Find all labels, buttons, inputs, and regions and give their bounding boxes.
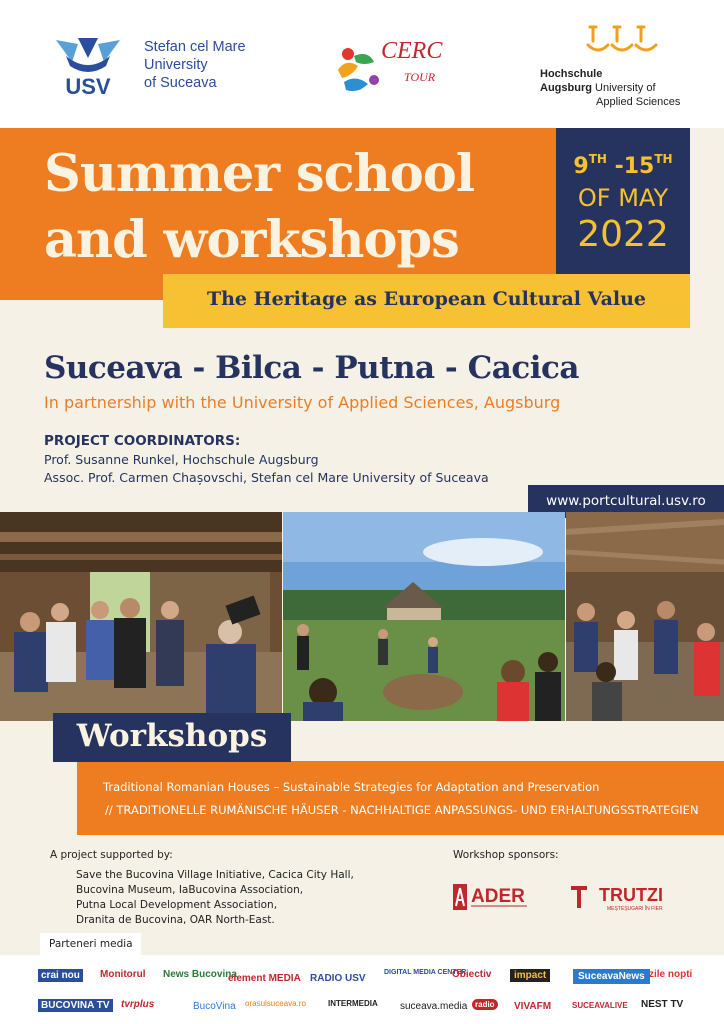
augsburg-logo-icon	[586, 25, 658, 59]
header	[0, 0, 724, 128]
media-partners-tab	[40, 933, 141, 955]
partnership-text: In partnership with the University of Applied Sciences, Augsburg	[44, 393, 561, 412]
workshop-title-de: // TRADITIONELLE RUMÄNISCHE HÄUSER - NACHHALTIGE ANPASSUNGS- UND ERHALTUNGSSTRATEGIEN	[105, 803, 699, 817]
support-line: Bucovina Museum, IaBucovina Association,	[76, 884, 304, 896]
title-line-1: Summer school	[44, 144, 475, 204]
media-logo-tvr-plus: tvrplus	[121, 999, 155, 1010]
support-line: Putna Local Development Association,	[76, 899, 278, 911]
usv-name-line-3: of Suceava	[144, 75, 217, 91]
support-list	[76, 868, 354, 928]
svg-text:TRUTZI: TRUTZI	[599, 885, 663, 905]
cerc-subtitle: TOUR	[404, 70, 436, 84]
support-heading: A project supported by:	[50, 849, 173, 861]
svg-text:ADER: ADER	[471, 886, 525, 907]
media-logo-suceava-live: SUCEAVALIVE	[572, 1001, 628, 1010]
places-heading: Suceava - Bilca - Putna - Cacica	[44, 350, 579, 386]
coordinator-1: Prof. Susanne Runkel, Hochschule Augsburg	[44, 452, 319, 467]
date-box	[556, 128, 690, 274]
support-line: Save the Bucovina Village Initiative, Cacica City Hall,	[76, 869, 354, 881]
usv-logo-icon	[52, 34, 124, 96]
support-line: Dranita de Bucovina, OAR North-East.	[76, 914, 275, 926]
media-logo-crai-nou: crai nou	[38, 969, 83, 982]
media-partners-strip	[0, 955, 724, 1024]
media-logo-radio-usv: RADIO USV	[310, 973, 366, 984]
photo-workshop-group	[566, 512, 724, 721]
photo-village-yard	[283, 512, 565, 721]
media-logo-obiectiv: Obiectiv	[452, 969, 492, 980]
svg-text:MEȘTEȘUGARI ÎN FIER: MEȘTEȘUGARI ÎN FIER	[607, 906, 663, 912]
usv-name	[144, 38, 246, 92]
date-month: OF MAY	[577, 184, 669, 212]
media-partners-heading: Parteneri media	[49, 938, 133, 950]
media-logo-element-media: element MEDIA	[228, 973, 301, 984]
media-logo-bucovina-tv: BUCOVINA TV	[38, 999, 113, 1012]
page-title	[44, 141, 474, 273]
coordinator-2: Assoc. Prof. Carmen Chașovschi, Stefan cel Mare University of Suceava	[44, 470, 489, 485]
media-logo-digital-media-center: DIGITAL MEDIA CENTER	[384, 969, 467, 976]
workshop-title-en: Traditional Romanian Houses – Sustainable Strategies for Adaptation and Preservation	[103, 780, 600, 794]
media-logo-zile-nopti: zile nopti	[649, 969, 693, 980]
media-logo-news-bucovina: News Bucovina	[163, 969, 237, 980]
usv-name-line-2: University	[144, 57, 208, 73]
usv-name-line-1: Stefan cel Mare	[144, 39, 246, 55]
media-logo-nest-tv: NEST TV	[641, 999, 684, 1010]
date-year: 2022	[577, 214, 669, 255]
augsburg-name	[540, 67, 680, 109]
media-logo-bucovina: BucoVina	[193, 1001, 236, 1012]
workshops-label: Workshops	[76, 718, 268, 754]
subtitle: The Heritage as European Cultural Value	[206, 288, 647, 310]
cerc-title: CERC	[381, 38, 443, 64]
media-logo-radio: radio	[472, 999, 498, 1010]
sponsors-heading: Workshop sponsors:	[453, 849, 559, 861]
media-logo-monitorul: Monitorul	[100, 969, 146, 980]
website-link[interactable]: www.portcultural.usv.ro	[528, 485, 724, 518]
media-logo-impact: impact	[510, 969, 550, 982]
svg-text:USV: USV	[65, 74, 111, 96]
media-logo-intermedia: INTERMEDIA	[328, 999, 378, 1008]
media-logo-orasul-suceava: orasulsuceava.ro	[245, 999, 306, 1008]
augsburg-line-3: Applied Sciences	[596, 96, 681, 108]
ader-logo-icon	[453, 882, 533, 914]
date-range: 9TH -15TH	[573, 152, 673, 179]
trutzi-logo-icon	[571, 884, 675, 912]
augsburg-line-2: Augsburg University of	[540, 82, 656, 94]
subtitle-box	[163, 274, 690, 328]
media-logo-suceava-media: suceava.media	[400, 1001, 468, 1012]
media-logo-suceava-news: SuceavaNews	[573, 969, 650, 984]
workshops-label-box	[53, 713, 291, 762]
photo-barn-interior	[0, 512, 282, 721]
media-logo-viva-fm: VIVAFM	[514, 1001, 552, 1012]
title-line-2: and workshops	[44, 210, 459, 270]
workshops-band	[77, 761, 724, 835]
augsburg-line-1: Hochschule	[540, 68, 603, 80]
coordinators-heading: PROJECT COORDINATORS:	[44, 433, 241, 449]
